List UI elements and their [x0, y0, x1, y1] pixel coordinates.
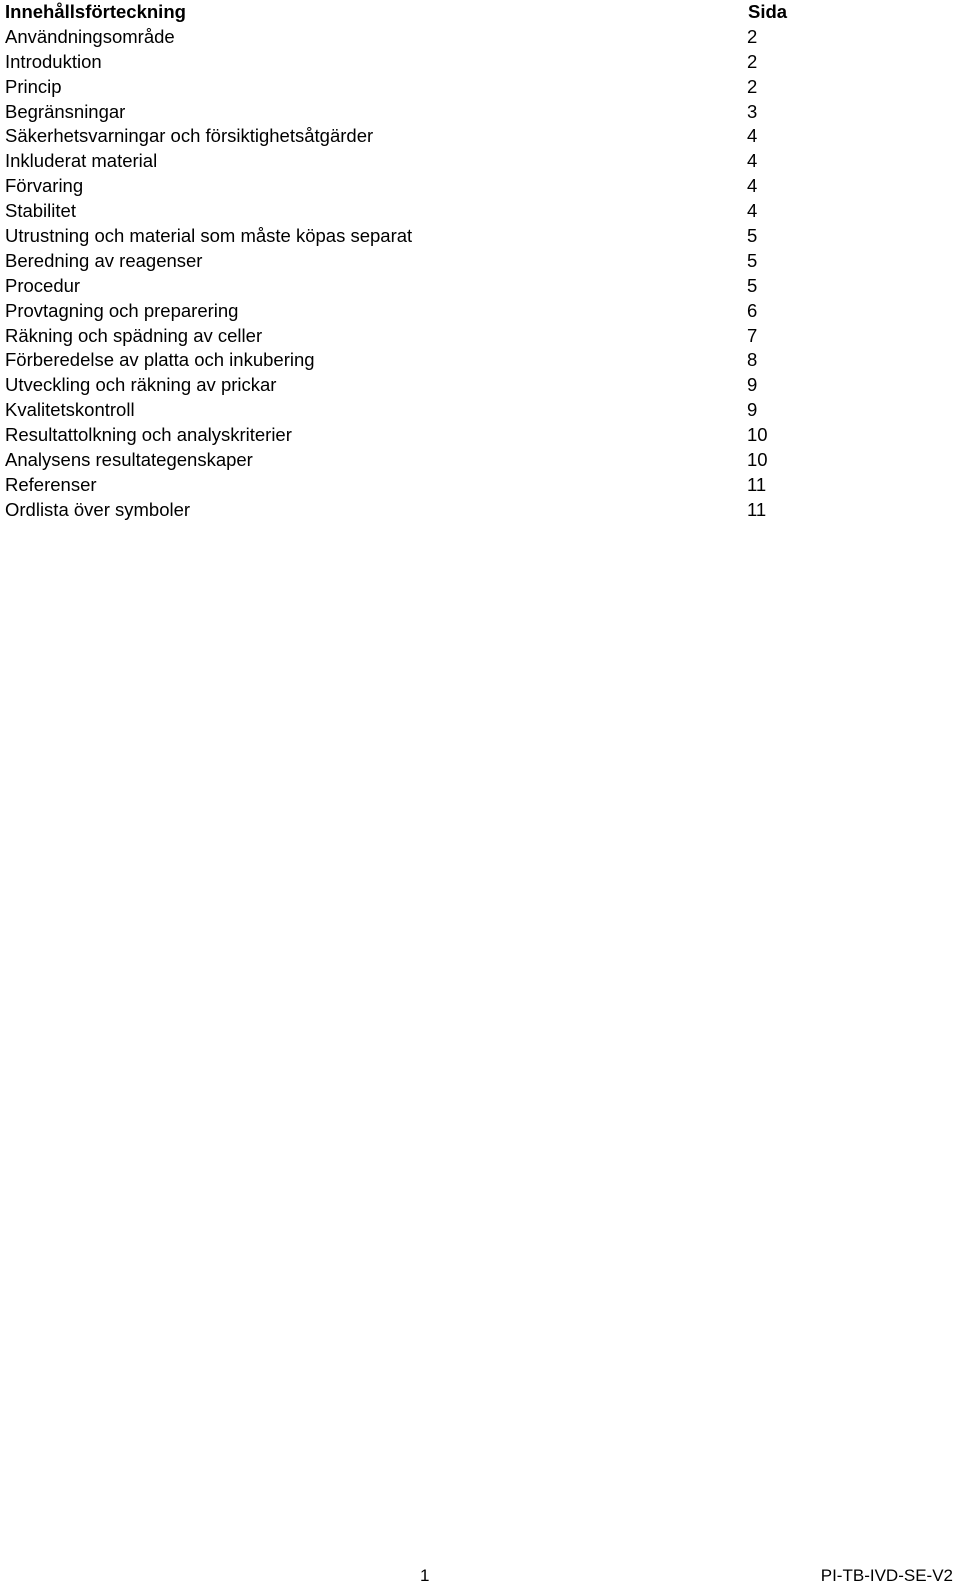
toc-entry-page: 9	[747, 399, 758, 421]
toc-entry-title: Förvaring	[5, 175, 84, 197]
toc-entry-title: Inkluderat material	[5, 150, 158, 172]
toc-entry-page: 10	[747, 449, 768, 471]
toc-entry-page: 4	[747, 125, 758, 147]
toc-entry[interactable]	[5, 174, 795, 199]
toc-entry[interactable]	[5, 199, 795, 224]
toc-entry[interactable]	[5, 75, 795, 100]
toc-entry[interactable]	[5, 348, 795, 373]
footer-page-number: 1	[420, 1566, 430, 1585]
toc-entry-title: Kvalitetskontroll	[5, 399, 135, 421]
toc-entry-title: Utrustning och material som måste köpas separat	[5, 225, 413, 247]
toc-entry[interactable]	[5, 124, 795, 149]
toc-entry[interactable]	[5, 50, 795, 75]
toc-entry-page: 2	[747, 50, 758, 72]
toc-entry-page: 5	[747, 249, 758, 271]
toc-entry-title: Analysens resultategenskaper	[5, 449, 253, 471]
toc-entry-page: 10	[747, 424, 768, 446]
toc-entry-page: 5	[747, 274, 758, 296]
toc-entry-page: 3	[747, 100, 758, 122]
toc-entry-title: Ordlista över symboler	[5, 498, 191, 520]
toc-entry[interactable]	[5, 224, 795, 249]
toc-entry-page: 9	[747, 374, 758, 396]
toc-entry[interactable]	[5, 373, 795, 398]
toc-entry-title: Förberedelse av platta och inkubering	[5, 349, 315, 371]
toc-entry[interactable]	[5, 423, 795, 448]
toc-entry[interactable]	[5, 274, 795, 299]
toc-entry-page: 4	[747, 175, 758, 197]
toc-entry-page: 8	[747, 349, 758, 371]
toc-header	[5, 0, 795, 25]
toc-entry-page: 7	[747, 324, 758, 346]
toc-entry-page: 4	[747, 150, 758, 172]
toc-entry-page: 5	[747, 225, 758, 247]
toc-entry-title: Räkning och spädning av celler	[5, 324, 263, 346]
toc-entry-title: Stabilitet	[5, 200, 76, 222]
toc-page-heading: Sida	[748, 1, 788, 22]
toc-entry[interactable]	[5, 324, 795, 349]
toc-entry-page: 11	[747, 498, 767, 520]
toc-entry-title: Begränsningar	[5, 100, 126, 122]
toc-entry[interactable]	[5, 473, 795, 498]
toc-entry-title: Användningsområde	[5, 25, 175, 47]
toc-entry-title: Utveckling och räkning av prickar	[5, 374, 277, 396]
toc-entry[interactable]	[5, 100, 795, 125]
toc-entry-title: Referenser	[5, 473, 97, 495]
toc-entry-title: Introduktion	[5, 50, 102, 72]
toc-entry-title: Resultattolkning och analyskriterier	[5, 424, 292, 446]
toc-entry-page: 11	[747, 473, 767, 495]
toc-entry[interactable]	[5, 498, 795, 523]
toc-entry-title: Procedur	[5, 274, 81, 296]
toc-entries	[5, 25, 795, 523]
toc-entry-title: Beredning av reagenser	[5, 249, 203, 271]
toc-entry-title: Säkerhetsvarningar och försiktighetsåtgärder	[5, 125, 374, 147]
toc-entry[interactable]	[5, 448, 795, 473]
toc-heading: Innehållsförteckning	[5, 1, 186, 22]
toc-entry-title: Provtagning och preparering	[5, 299, 239, 321]
toc-entry-page: 2	[747, 75, 758, 97]
toc-entry[interactable]	[5, 25, 795, 50]
toc-entry-title: Princip	[5, 75, 62, 97]
toc-entry-page: 4	[747, 200, 758, 222]
toc-entry[interactable]	[5, 299, 795, 324]
toc-entry[interactable]	[5, 149, 795, 174]
table-of-contents	[5, 0, 795, 523]
toc-entry[interactable]	[5, 398, 795, 423]
footer-document-code: PI-TB-IVD-SE-V2	[820, 1566, 953, 1585]
toc-entry-page: 2	[747, 25, 758, 47]
toc-entry-page: 6	[747, 299, 758, 321]
toc-entry[interactable]	[5, 249, 795, 274]
